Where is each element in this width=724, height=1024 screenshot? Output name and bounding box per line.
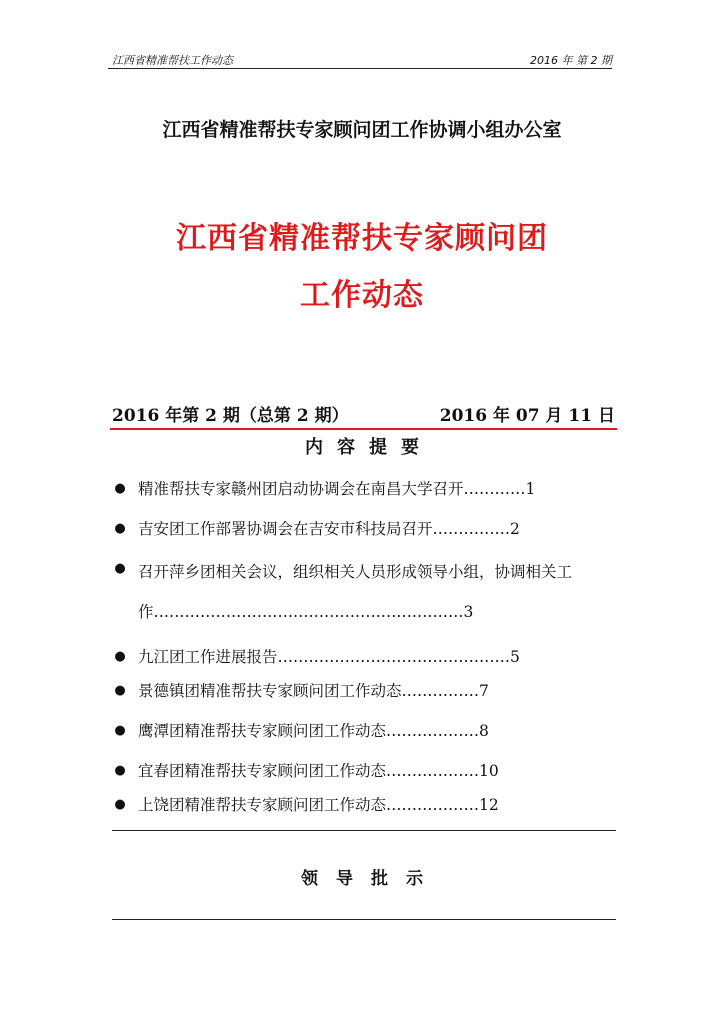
contents-item[interactable] (112, 754, 618, 788)
red-divider (110, 428, 617, 430)
bullet-icon: ● (114, 561, 126, 576)
header-publication-name: 江西省精准帮扶工作动态 (112, 54, 233, 67)
contents-item[interactable] (112, 512, 618, 546)
contents-item[interactable] (112, 788, 618, 822)
contents-item[interactable] (112, 674, 618, 708)
contents-item-text: 精准帮扶专家赣州团启动协调会在南昌大学召开…………1 (138, 480, 536, 498)
contents-item-text: 召开萍乡团相关会议，组织相关人员形成领导小组，协调相关工作……………………………………………………3 (138, 563, 573, 621)
header-divider (108, 68, 612, 69)
issue-date: 2016 年 07 月 11 日 (439, 406, 615, 426)
contents-item-text: 鹰潭团精准帮扶专家顾问团工作动态………………8 (138, 722, 489, 740)
contents-item[interactable] (112, 714, 618, 748)
contents-item[interactable] (112, 552, 618, 634)
bullet-icon: ● (114, 649, 126, 664)
contents-item-text: 宜春团精准帮扶专家顾问团工作动态………………10 (138, 762, 499, 780)
running-header (108, 50, 612, 68)
document-title-line1: 江西省精准帮扶专家顾问团 (176, 221, 548, 256)
bullet-icon: ● (114, 481, 126, 496)
issuer-office: 江西省精准帮扶专家顾问团工作协调小组办公室 (162, 119, 562, 141)
bullet-icon: ● (114, 763, 126, 778)
contents-item-text: 景德镇团精准帮扶专家顾问团工作动态……………7 (138, 682, 489, 700)
bullet-icon: ● (114, 723, 126, 738)
contents-item-text: 九江团工作进展报告………………………………………5 (138, 648, 520, 666)
document-title-line2: 工作动态 (300, 278, 424, 313)
issue-info (112, 401, 615, 426)
contents-item-text: 上饶团精准帮扶专家顾问团工作动态………………12 (138, 796, 499, 814)
approval-heading: 领导批示 (301, 869, 441, 889)
contents-item[interactable] (112, 472, 618, 506)
bullet-icon: ● (114, 521, 126, 536)
contents-item-text: 吉安团工作部署协调会在吉安市科技局召开……………2 (138, 520, 520, 538)
section-divider (112, 919, 616, 920)
bullet-icon: ● (114, 797, 126, 812)
section-divider (112, 830, 616, 831)
header-issue-label: 2016 年 第 2 期 (530, 54, 612, 67)
bullet-icon: ● (114, 683, 126, 698)
contents-heading: 内容提要 (305, 437, 433, 458)
issue-number: 2016 年第 2 期（总第 2 期） (112, 406, 349, 426)
contents-item[interactable] (112, 640, 618, 674)
contents-list (112, 472, 618, 822)
